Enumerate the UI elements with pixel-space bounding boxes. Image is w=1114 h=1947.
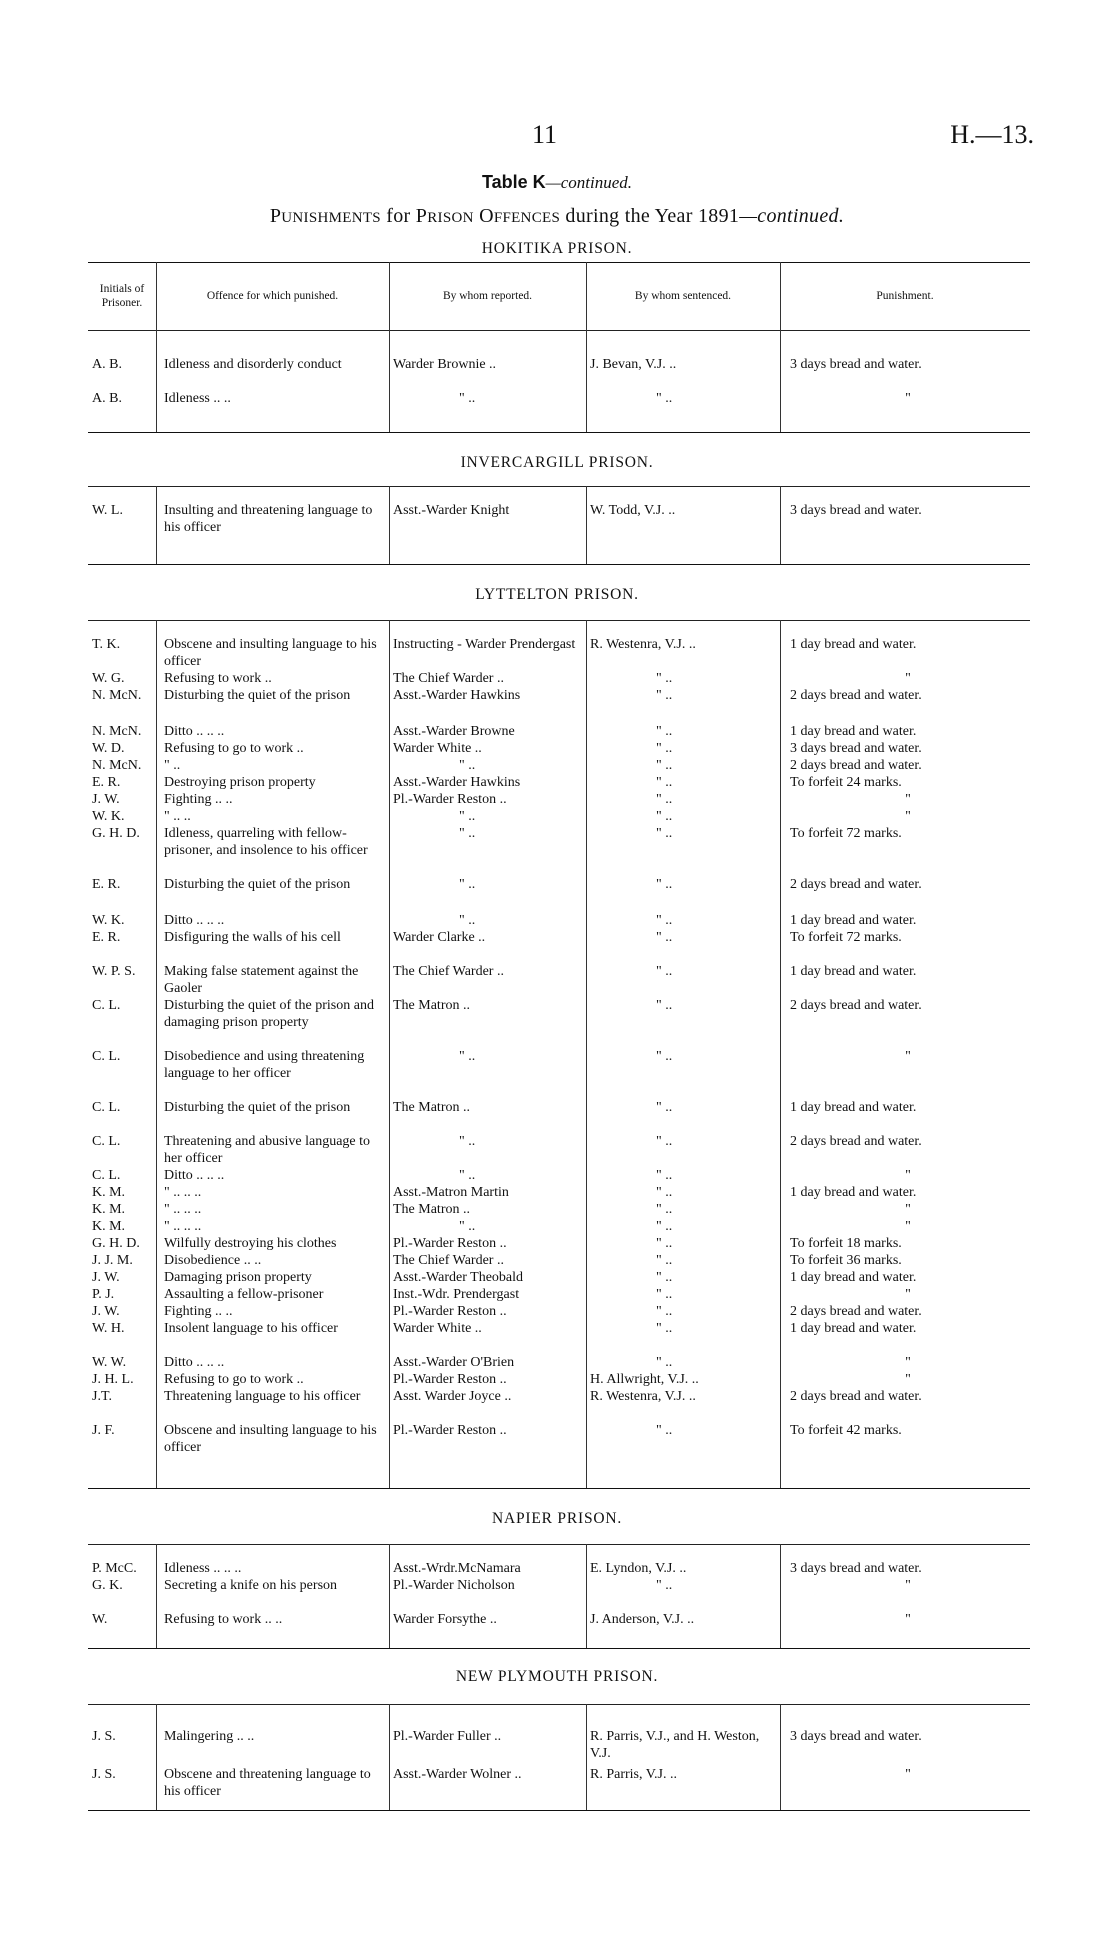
column-divider xyxy=(586,330,587,432)
punishment-cell: 1 day bread and water. xyxy=(790,913,917,928)
sentenced-by-cell: " .. xyxy=(656,1134,673,1149)
punishment-cell: 2 days bread and water. xyxy=(790,1304,922,1319)
table-row xyxy=(88,1303,1030,1320)
offence-cell: Disturbing the quiet of the prison xyxy=(164,688,351,703)
table-row xyxy=(88,636,1030,670)
offence-cell: Disturbing the quiet of the prison xyxy=(164,877,351,892)
punishment-cell: " xyxy=(905,1612,911,1627)
initials-cell: G. H. D. xyxy=(92,1236,140,1251)
page-number: 11 xyxy=(532,120,558,149)
reported-by-cell: Pl.-Warder Reston .. xyxy=(393,1304,507,1319)
initials-cell: C. L. xyxy=(92,1168,121,1183)
offence-cell: Ditto .. .. .. xyxy=(164,1355,225,1370)
offence-cell: Refusing to work .. .. xyxy=(164,1612,283,1627)
punishment-cell: 2 days bread and water. xyxy=(790,758,922,773)
reported-by-cell: Asst.-Warder Theobald xyxy=(393,1270,524,1285)
initials-cell: W. L. xyxy=(92,503,123,518)
initials-cell: W. W. xyxy=(92,1355,127,1370)
initials-cell: A. B. xyxy=(92,391,122,406)
punishment-cell: 1 day bread and water. xyxy=(790,724,917,739)
sentenced-by-cell: " .. xyxy=(656,671,673,686)
reported-by-cell: " .. xyxy=(459,1049,476,1064)
reported-by-cell: Pl.-Warder Nicholson xyxy=(393,1578,515,1593)
heading-cap: O xyxy=(479,205,494,227)
document-reference: H.—13. xyxy=(950,120,1034,149)
initials-cell: N. McN. xyxy=(92,688,142,703)
reported-by-cell: " .. xyxy=(459,913,476,928)
offence-cell: Malingering .. .. xyxy=(164,1729,255,1744)
offence-cell: Obscene and insulting language to his officer xyxy=(164,637,377,669)
offence-cell: " .. xyxy=(164,758,181,773)
initials-cell: N. McN. xyxy=(92,724,142,739)
initials-cell: T. K. xyxy=(92,637,121,652)
punishment-cell: " xyxy=(905,671,911,686)
sentenced-by-cell: " .. xyxy=(656,1578,673,1593)
reported-by-cell: " .. xyxy=(459,1219,476,1234)
sentenced-by-cell: R. Westenra, V.J. .. xyxy=(590,637,696,652)
sentenced-by-cell: " .. xyxy=(656,809,673,824)
column-divider xyxy=(586,262,587,330)
sentenced-by-cell: " .. xyxy=(656,1253,673,1268)
punishment-cell: 1 day bread and water. xyxy=(790,1185,917,1200)
punishment-cell: To forfeit 18 marks. xyxy=(790,1236,902,1251)
sentenced-by-cell: " .. xyxy=(656,1219,673,1234)
section-title: LYTTELTON PRISON. xyxy=(475,586,639,603)
table-title xyxy=(0,172,1114,194)
table-row xyxy=(88,912,1030,929)
reported-by-cell: " .. xyxy=(459,877,476,892)
offence-cell: Disturbing the quiet of the prison and damaging prison property xyxy=(164,998,374,1030)
reported-by-cell: Asst.-Matron Martin xyxy=(393,1185,509,1200)
offence-cell: Threatening and abusive language to her officer xyxy=(164,1134,371,1166)
reported-by-cell: The Chief Warder .. xyxy=(393,671,504,686)
reported-by-cell: " .. xyxy=(459,758,476,773)
table-row xyxy=(88,723,1030,740)
reported-by-cell: The Matron .. xyxy=(393,1202,470,1217)
punishment-cell: To forfeit 36 marks. xyxy=(790,1253,902,1268)
initials-cell: J. S. xyxy=(92,1729,116,1744)
punishment-cell: 2 days bread and water. xyxy=(790,998,922,1013)
initials-cell: P. J. xyxy=(92,1287,115,1302)
table-label: Table K xyxy=(481,172,546,192)
punishment-cell: 2 days bread and water. xyxy=(790,1134,922,1149)
reported-by-cell: Inst.-Wdr. Prendergast xyxy=(393,1287,520,1302)
punishment-cell: " xyxy=(905,1372,911,1387)
table-rule xyxy=(88,620,1030,621)
offence-cell: " .. .. .. xyxy=(164,1185,202,1200)
table-row xyxy=(88,1048,1030,1082)
offence-cell: Refusing to go to work .. xyxy=(164,1372,304,1387)
punishment-cell: 3 days bread and water. xyxy=(790,1561,922,1576)
punishment-cell: " xyxy=(905,1355,911,1370)
sentenced-by-cell: " .. xyxy=(656,1100,673,1115)
table-row xyxy=(88,1422,1030,1456)
sentenced-by-cell: " .. xyxy=(656,1270,673,1285)
column-header: Punishment. xyxy=(876,289,934,302)
offence-cell: Refusing to go to work .. xyxy=(164,741,304,756)
offence-cell: Idleness .. .. xyxy=(164,391,231,406)
punishment-cell: To forfeit 72 marks. xyxy=(790,826,902,841)
reported-by-cell: The Matron .. xyxy=(393,998,470,1013)
reported-by-cell: " .. xyxy=(459,826,476,841)
offence-cell: Ditto .. .. .. xyxy=(164,1168,225,1183)
punishment-cell: 2 days bread and water. xyxy=(790,877,922,892)
punishment-cell: To forfeit 42 marks. xyxy=(790,1423,902,1438)
sentenced-by-cell: " .. xyxy=(656,741,673,756)
table-row xyxy=(88,740,1030,757)
offence-cell: Assaulting a fellow-prisoner xyxy=(164,1287,324,1302)
offence-cell: Idleness .. .. .. xyxy=(164,1561,242,1576)
sentenced-by-cell: " .. xyxy=(656,826,673,841)
sentenced-by-cell: E. Lyndon, V.J. .. xyxy=(590,1561,687,1576)
reported-by-cell: Warder White .. xyxy=(393,741,482,756)
section-title: NEW PLYMOUTH PRISON. xyxy=(455,1668,659,1685)
punishment-cell: 1 day bread and water. xyxy=(790,1100,917,1115)
punishment-cell: " xyxy=(905,792,911,807)
offence-cell: Insulting and threatening language to his officer xyxy=(164,503,373,535)
initials-cell: J. W. xyxy=(92,1270,120,1285)
reported-by-cell: Asst.-Warder Wolner .. xyxy=(393,1767,522,1782)
sentenced-by-cell: " .. xyxy=(656,877,673,892)
initials-cell: N. McN. xyxy=(92,758,142,773)
table-row xyxy=(88,1099,1030,1116)
heading-text: for xyxy=(380,205,416,227)
table-rule xyxy=(88,262,1030,263)
sentenced-by-cell: " .. xyxy=(656,391,673,406)
punishment-cell: 1 day bread and water. xyxy=(790,1270,917,1285)
punishment-cell: " xyxy=(905,1049,911,1064)
heading-smallcaps: FFENCES xyxy=(493,210,561,226)
punishment-cell: " xyxy=(905,391,911,406)
table-row xyxy=(88,670,1030,687)
table-row xyxy=(88,1252,1030,1269)
sentenced-by-cell: " .. xyxy=(656,913,673,928)
offence-cell: Disobedience .. .. xyxy=(164,1253,262,1268)
initials-cell: J. W. xyxy=(92,792,120,807)
punishment-cell: 3 days bread and water. xyxy=(790,741,922,756)
table-row xyxy=(88,1269,1030,1286)
initials-cell: J. W. xyxy=(92,1304,120,1319)
table-row xyxy=(88,1218,1030,1235)
punishment-cell: 1 day bread and water. xyxy=(790,964,917,979)
initials-cell: C. L. xyxy=(92,998,121,1013)
table-rule xyxy=(88,1648,1030,1649)
reported-by-cell: Pl.-Warder Reston .. xyxy=(393,792,507,807)
offence-cell: Idleness, quarreling with fellow-prisoner, and insolence to his officer xyxy=(164,826,368,858)
table-row xyxy=(88,390,1030,407)
table-rule xyxy=(88,486,1030,487)
table-row xyxy=(88,963,1030,997)
offence-cell: Fighting .. .. xyxy=(164,1304,233,1319)
heading-suffix: —continued. xyxy=(739,205,845,227)
table-row xyxy=(88,929,1030,946)
table-rule xyxy=(88,1810,1030,1811)
table-row xyxy=(88,876,1030,893)
reported-by-cell: " .. xyxy=(459,1134,476,1149)
punishment-cell: 3 days bread and water. xyxy=(790,503,922,518)
reported-by-cell: Pl.-Warder Fuller .. xyxy=(393,1729,502,1744)
column-header: By whom reported. xyxy=(442,289,533,302)
initials-cell: C. L. xyxy=(92,1134,121,1149)
offence-cell: Destroying prison property xyxy=(164,775,316,790)
sentenced-by-cell: H. Allwright, V.J. .. xyxy=(590,1372,699,1387)
reported-by-cell: The Chief Warder .. xyxy=(393,1253,504,1268)
sentenced-by-cell: " .. xyxy=(656,724,673,739)
reported-by-cell: Asst.-Warder Hawkins xyxy=(393,688,521,703)
table-rule xyxy=(88,564,1030,565)
initials-cell: W. G. xyxy=(92,671,125,686)
header-rule xyxy=(88,330,1030,331)
section-title: NAPIER PRISON. xyxy=(491,1510,623,1527)
table-row xyxy=(88,1388,1030,1405)
sentenced-by-cell: " .. xyxy=(656,998,673,1013)
punishment-cell: 3 days bread and water. xyxy=(790,1729,922,1744)
offence-cell: " .. .. .. xyxy=(164,1219,202,1234)
column-divider xyxy=(780,330,781,432)
table-row xyxy=(88,1133,1030,1167)
table-label-suffix: —continued. xyxy=(545,173,633,192)
table-row xyxy=(88,1167,1030,1184)
offence-cell: Idleness and disorderly conduct xyxy=(164,357,342,372)
table-row xyxy=(88,1354,1030,1371)
reported-by-cell: " .. xyxy=(459,809,476,824)
punishment-cell: " xyxy=(905,1202,911,1217)
punishment-cell: 1 day bread and water. xyxy=(790,1321,917,1336)
initials-cell: J.T. xyxy=(92,1389,112,1404)
column-header: Initials of Prisoner. xyxy=(99,282,145,309)
offence-cell: Damaging prison property xyxy=(164,1270,312,1285)
sentenced-by-cell: W. Todd, V.J. .. xyxy=(590,503,676,518)
offence-cell: Wilfully destroying his clothes xyxy=(164,1236,337,1251)
initials-cell: W. H. xyxy=(92,1321,125,1336)
sentenced-by-cell: " .. xyxy=(656,1168,673,1183)
initials-cell: C. L. xyxy=(92,1049,121,1064)
offence-cell: Disfiguring the walls of his cell xyxy=(164,930,341,945)
table-row xyxy=(88,808,1030,825)
offence-cell: Obscene and threatening language to his officer xyxy=(164,1767,371,1799)
table-row xyxy=(88,757,1030,774)
table-row xyxy=(88,1560,1030,1577)
sentenced-by-cell: " .. xyxy=(656,758,673,773)
sentenced-by-cell: " .. xyxy=(656,964,673,979)
sentenced-by-cell: " .. xyxy=(656,688,673,703)
sentenced-by-cell: " .. xyxy=(656,1185,673,1200)
offence-cell: " .. .. xyxy=(164,809,191,824)
heading-smallcaps: RISON xyxy=(427,210,474,226)
punishment-cell: 2 days bread and water. xyxy=(790,688,922,703)
table-row xyxy=(88,1577,1030,1594)
reported-by-cell: " .. xyxy=(459,1168,476,1183)
punishment-cell: " xyxy=(905,1168,911,1183)
offence-cell: Threatening language to his officer xyxy=(164,1389,361,1404)
initials-cell: W. K. xyxy=(92,809,125,824)
reported-by-cell: Warder Clarke .. xyxy=(393,930,486,945)
column-header: By whom sentenced. xyxy=(634,289,732,302)
initials-cell: K. M. xyxy=(92,1185,126,1200)
initials-cell: E. R. xyxy=(92,930,121,945)
offence-cell: Refusing to work .. xyxy=(164,671,272,686)
initials-cell: A. B. xyxy=(92,357,122,372)
sentenced-by-cell: " .. xyxy=(656,792,673,807)
sentenced-by-cell: " .. xyxy=(656,1049,673,1064)
offence-cell: Secreting a knife on his person xyxy=(164,1578,338,1593)
offence-cell: Ditto .. .. .. xyxy=(164,724,225,739)
punishment-cell: " xyxy=(905,1287,911,1302)
initials-cell: W. P. S. xyxy=(92,964,136,979)
table-row xyxy=(88,1371,1030,1388)
table-rule xyxy=(88,432,1030,433)
reported-by-cell: The Chief Warder .. xyxy=(393,964,504,979)
offence-cell: Making false statement against the Gaoler xyxy=(164,964,359,996)
table-row xyxy=(88,1728,1030,1762)
reported-by-cell: The Matron .. xyxy=(393,1100,470,1115)
offence-cell: " .. .. .. xyxy=(164,1202,202,1217)
table-row xyxy=(88,1184,1030,1201)
sentenced-by-cell: " .. xyxy=(656,1236,673,1251)
punishment-cell: 2 days bread and water. xyxy=(790,1389,922,1404)
initials-cell: C. L. xyxy=(92,1100,121,1115)
punishment-cell: To forfeit 72 marks. xyxy=(790,930,902,945)
table-row xyxy=(88,997,1030,1031)
punishment-cell: 1 day bread and water. xyxy=(790,637,917,652)
initials-cell: P. McC. xyxy=(92,1561,137,1576)
punishment-cell: " xyxy=(905,1767,911,1782)
table-rule xyxy=(88,1704,1030,1705)
table-row xyxy=(88,1611,1030,1628)
punishment-cell: " xyxy=(905,1219,911,1234)
sentenced-by-cell: R. Parris, V.J. .. xyxy=(590,1767,678,1782)
reported-by-cell: Asst.-Warder Hawkins xyxy=(393,775,521,790)
column-divider xyxy=(156,330,157,432)
reported-by-cell: Asst.-Warder O'Brien xyxy=(393,1355,515,1370)
sentenced-by-cell: J. Anderson, V.J. .. xyxy=(590,1612,695,1627)
table-row xyxy=(88,1320,1030,1337)
table-row xyxy=(88,1201,1030,1218)
column-divider xyxy=(156,262,157,330)
table-rule xyxy=(88,1544,1030,1545)
section-title: INVERCARGILL PRISON. xyxy=(460,454,654,471)
column-divider xyxy=(389,330,390,432)
initials-cell: K. M. xyxy=(92,1219,126,1234)
section-title: HOKITIKA PRISON. xyxy=(481,240,633,257)
table-row xyxy=(88,774,1030,791)
initials-cell: J. J. M. xyxy=(92,1253,133,1268)
sentenced-by-cell: " .. xyxy=(656,1355,673,1370)
table-heading xyxy=(0,205,1114,228)
sentenced-by-cell: J. Bevan, V.J. .. xyxy=(590,357,677,372)
punishment-cell: To forfeit 24 marks. xyxy=(790,775,902,790)
heading-text: during the Year 1891 xyxy=(560,205,740,227)
reported-by-cell: Warder Forsythe .. xyxy=(393,1612,497,1627)
sentenced-by-cell: R. Parris, V.J., and H. Weston, V.J. xyxy=(590,1729,760,1761)
reported-by-cell: Asst.-Warder Browne xyxy=(393,724,515,739)
initials-cell: W. D. xyxy=(92,741,125,756)
sentenced-by-cell: " .. xyxy=(656,1321,673,1336)
table-row xyxy=(88,1766,1030,1800)
table-rule xyxy=(88,1488,1030,1489)
offence-cell: Fighting .. .. xyxy=(164,792,233,807)
offence-cell: Obscene and insulting language to his officer xyxy=(164,1423,377,1455)
initials-cell: G. H. D. xyxy=(92,826,140,841)
reported-by-cell: Warder White .. xyxy=(393,1321,482,1336)
initials-cell: E. R. xyxy=(92,877,121,892)
table-row xyxy=(88,1235,1030,1252)
reported-by-cell: Asst.-Warder Knight xyxy=(393,503,510,518)
table-row xyxy=(88,356,1030,373)
reported-by-cell: Warder Brownie .. xyxy=(393,357,497,372)
reported-by-cell: Instructing - Warder Prendergast xyxy=(393,637,576,652)
table-row xyxy=(88,502,1030,536)
initials-cell: K. M. xyxy=(92,1202,126,1217)
reported-by-cell: Asst. Warder Joyce .. xyxy=(393,1389,512,1404)
column-divider xyxy=(389,262,390,330)
initials-cell: G. K. xyxy=(92,1578,123,1593)
sentenced-by-cell: " .. xyxy=(656,775,673,790)
offence-cell: Disobedience and using threatening language to her officer xyxy=(164,1049,365,1081)
offence-cell: Ditto .. .. .. xyxy=(164,913,225,928)
table-row xyxy=(88,687,1030,704)
reported-by-cell: Pl.-Warder Reston .. xyxy=(393,1372,507,1387)
initials-cell: E. R. xyxy=(92,775,121,790)
reported-by-cell: Pl.-Warder Reston .. xyxy=(393,1423,507,1438)
table-row xyxy=(88,1286,1030,1303)
initials-cell: J. S. xyxy=(92,1767,116,1782)
sentenced-by-cell: " .. xyxy=(656,1287,673,1302)
offence-cell: Insolent language to his officer xyxy=(164,1321,338,1336)
offence-cell: Disturbing the quiet of the prison xyxy=(164,1100,351,1115)
initials-cell: J. H. L. xyxy=(92,1372,134,1387)
column-header: Offence for which punished. xyxy=(206,289,339,302)
heading-cap: P xyxy=(269,205,282,227)
column-divider xyxy=(780,262,781,330)
sentenced-by-cell: " .. xyxy=(656,1423,673,1438)
initials-cell: J. F. xyxy=(92,1423,115,1438)
heading-cap: P xyxy=(415,205,428,227)
table-row xyxy=(88,825,1030,859)
punishment-cell: " xyxy=(905,809,911,824)
heading-smallcaps: UNISHMENTS xyxy=(281,210,381,226)
punishment-cell: 3 days bread and water. xyxy=(790,357,922,372)
reported-by-cell: Pl.-Warder Reston .. xyxy=(393,1236,507,1251)
initials-cell: W. K. xyxy=(92,913,125,928)
sentenced-by-cell: " .. xyxy=(656,1202,673,1217)
reported-by-cell: Asst.-Wrdr.McNamara xyxy=(393,1561,521,1576)
table-row xyxy=(88,791,1030,808)
sentenced-by-cell: " .. xyxy=(656,1304,673,1319)
punishment-cell: " xyxy=(905,1578,911,1593)
sentenced-by-cell: R. Westenra, V.J. .. xyxy=(590,1389,696,1404)
sentenced-by-cell: " .. xyxy=(656,930,673,945)
initials-cell: W. xyxy=(92,1612,108,1627)
reported-by-cell: " .. xyxy=(459,391,476,406)
